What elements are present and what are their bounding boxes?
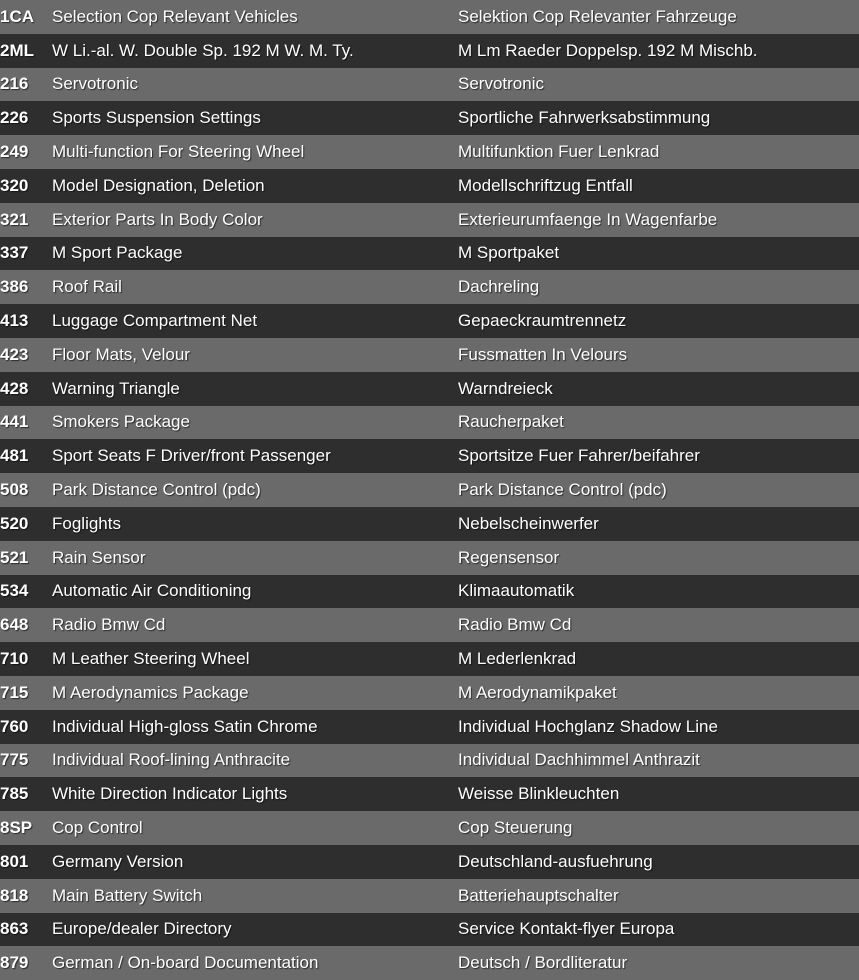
option-german-cell: Batteriehauptschalter <box>458 885 619 905</box>
option-german-cell: Sportsitze Fuer Fahrer/beifahrer <box>458 446 700 466</box>
option-english-cell: M Aerodynamics Package <box>52 682 249 702</box>
option-german-cell: Klimaautomatik <box>458 581 575 601</box>
option-code-cell: 534 <box>0 581 29 601</box>
option-english-cell: Selection Cop Relevant Vehicles <box>52 6 298 26</box>
option-english-cell: Sports Suspension Settings <box>52 108 261 128</box>
option-code-cell: 321 <box>0 209 29 229</box>
option-german-cell: Servotronic <box>458 74 544 94</box>
option-english-cell: Cop Control <box>52 818 143 838</box>
table-row <box>0 101 859 135</box>
option-code-cell: 226 <box>0 108 29 128</box>
table-row <box>0 744 859 778</box>
option-english-cell: Model Designation, Deletion <box>52 175 265 195</box>
option-code-cell: 520 <box>0 513 29 533</box>
option-english-cell: Smokers Package <box>52 412 190 432</box>
option-german-cell: Exterieurumfaenge In Wagenfarbe <box>458 209 718 229</box>
table-row <box>0 811 859 845</box>
option-code-cell: 863 <box>0 919 29 939</box>
option-code-cell: 760 <box>0 716 29 736</box>
option-english-cell: M Leather Steering Wheel <box>52 649 250 669</box>
option-german-cell: Deutsch / Bordliteratur <box>458 953 628 973</box>
table-row <box>0 608 859 642</box>
option-code-cell: 441 <box>0 412 29 432</box>
option-german-cell: Sportliche Fahrwerksabstimmung <box>458 108 711 128</box>
table-row <box>0 575 859 609</box>
option-code-cell: 710 <box>0 649 29 669</box>
option-english-cell: Roof Rail <box>52 277 122 297</box>
table-row <box>0 439 859 473</box>
option-english-cell: Main Battery Switch <box>52 885 203 905</box>
option-code-cell: 521 <box>0 547 29 567</box>
table-row <box>0 473 859 507</box>
option-german-cell: Warndreieck <box>458 378 553 398</box>
table-row <box>0 642 859 676</box>
option-english-cell: Warning Triangle <box>52 378 180 398</box>
option-english-cell: Sport Seats F Driver/front Passenger <box>52 446 331 466</box>
option-english-cell: Individual Roof-lining Anthracite <box>52 750 291 770</box>
table-row <box>0 777 859 811</box>
option-english-cell: Floor Mats, Velour <box>52 344 190 364</box>
option-german-cell: M Lederlenkrad <box>458 649 577 669</box>
table-row <box>0 169 859 203</box>
option-code-cell: 818 <box>0 885 29 905</box>
option-german-cell: Weisse Blinkleuchten <box>458 784 620 804</box>
option-german-cell: Dachreling <box>458 277 540 297</box>
option-german-cell: Gepaeckraumtrennetz <box>458 311 627 331</box>
option-german-cell: Radio Bmw Cd <box>458 615 572 635</box>
table-row <box>0 338 859 372</box>
option-german-cell: Fussmatten In Velours <box>458 344 628 364</box>
option-code-cell: 648 <box>0 615 29 635</box>
option-english-cell: Radio Bmw Cd <box>52 615 166 635</box>
table-row <box>0 203 859 237</box>
option-english-cell: M Sport Package <box>52 243 183 263</box>
option-code-cell: 428 <box>0 378 29 398</box>
table-row <box>0 135 859 169</box>
table-row <box>0 372 859 406</box>
option-german-cell: Regensensor <box>458 547 560 567</box>
option-german-cell: Individual Hochglanz Shadow Line <box>458 716 718 736</box>
option-english-cell: Park Distance Control (pdc) <box>52 480 261 500</box>
table-row <box>0 913 859 947</box>
option-code-cell: 2ML <box>0 40 34 60</box>
option-english-cell: White Direction Indicator Lights <box>52 784 288 804</box>
option-english-cell: W Li.-al. W. Double Sp. 192 M W. M. Ty. <box>52 40 354 60</box>
option-code-cell: 775 <box>0 750 29 770</box>
option-german-cell: Modellschriftzug Entfall <box>458 175 633 195</box>
option-code-cell: 413 <box>0 311 29 331</box>
option-code-cell: 423 <box>0 344 29 364</box>
table-row <box>0 879 859 913</box>
option-english-cell: Exterior Parts In Body Color <box>52 209 263 229</box>
option-german-cell: Service Kontakt-flyer Europa <box>458 919 675 939</box>
option-english-cell: Individual High-gloss Satin Chrome <box>52 716 318 736</box>
option-code-cell: 8SP <box>0 818 33 838</box>
option-german-cell: Cop Steuerung <box>458 818 573 838</box>
option-german-cell: M Aerodynamikpaket <box>458 682 617 702</box>
option-german-cell: Multifunktion Fuer Lenkrad <box>458 142 660 162</box>
table-row <box>0 845 859 879</box>
option-german-cell: Deutschland-ausfuehrung <box>458 851 653 871</box>
option-code-cell: 879 <box>0 953 29 973</box>
option-german-cell: Park Distance Control (pdc) <box>458 480 667 500</box>
option-english-cell: Germany Version <box>52 851 184 871</box>
option-code-cell: 337 <box>0 243 29 263</box>
option-code-cell: 481 <box>0 446 29 466</box>
option-code-cell: 386 <box>0 277 29 297</box>
option-german-cell: Individual Dachhimmel Anthrazit <box>458 750 700 770</box>
table-row <box>0 676 859 710</box>
option-german-cell: Raucherpaket <box>458 412 564 432</box>
option-english-cell: German / On-board Documentation <box>52 953 319 973</box>
option-german-cell: M Lm Raeder Doppelsp. 192 M Mischb. <box>458 40 758 60</box>
option-english-cell: Foglights <box>52 513 121 533</box>
table-row <box>0 710 859 744</box>
option-code-cell: 508 <box>0 480 29 500</box>
table-row <box>0 237 859 271</box>
option-code-cell: 249 <box>0 142 29 162</box>
option-german-cell: M Sportpaket <box>458 243 560 263</box>
table-row <box>0 406 859 440</box>
option-code-cell: 785 <box>0 784 29 804</box>
option-german-cell: Selektion Cop Relevanter Fahrzeuge <box>458 6 737 26</box>
option-code-cell: 801 <box>0 851 29 871</box>
option-code-cell: 715 <box>0 682 29 702</box>
option-german-cell: Nebelscheinwerfer <box>458 513 599 533</box>
table-row <box>0 270 859 304</box>
table-row <box>0 304 859 338</box>
option-english-cell: Europe/dealer Directory <box>52 919 232 939</box>
table-row <box>0 507 859 541</box>
table-row <box>0 34 859 68</box>
option-english-cell: Servotronic <box>52 74 138 94</box>
table-row <box>0 541 859 575</box>
option-english-cell: Multi-function For Steering Wheel <box>52 142 305 162</box>
option-english-cell: Automatic Air Conditioning <box>52 581 252 601</box>
table-row <box>0 68 859 102</box>
table-row <box>0 946 859 980</box>
option-english-cell: Luggage Compartment Net <box>52 311 258 331</box>
option-code-cell: 1CA <box>0 6 35 26</box>
table-row <box>0 0 859 34</box>
option-english-cell: Rain Sensor <box>52 547 146 567</box>
option-code-cell: 320 <box>0 175 29 195</box>
option-code-cell: 216 <box>0 74 29 94</box>
